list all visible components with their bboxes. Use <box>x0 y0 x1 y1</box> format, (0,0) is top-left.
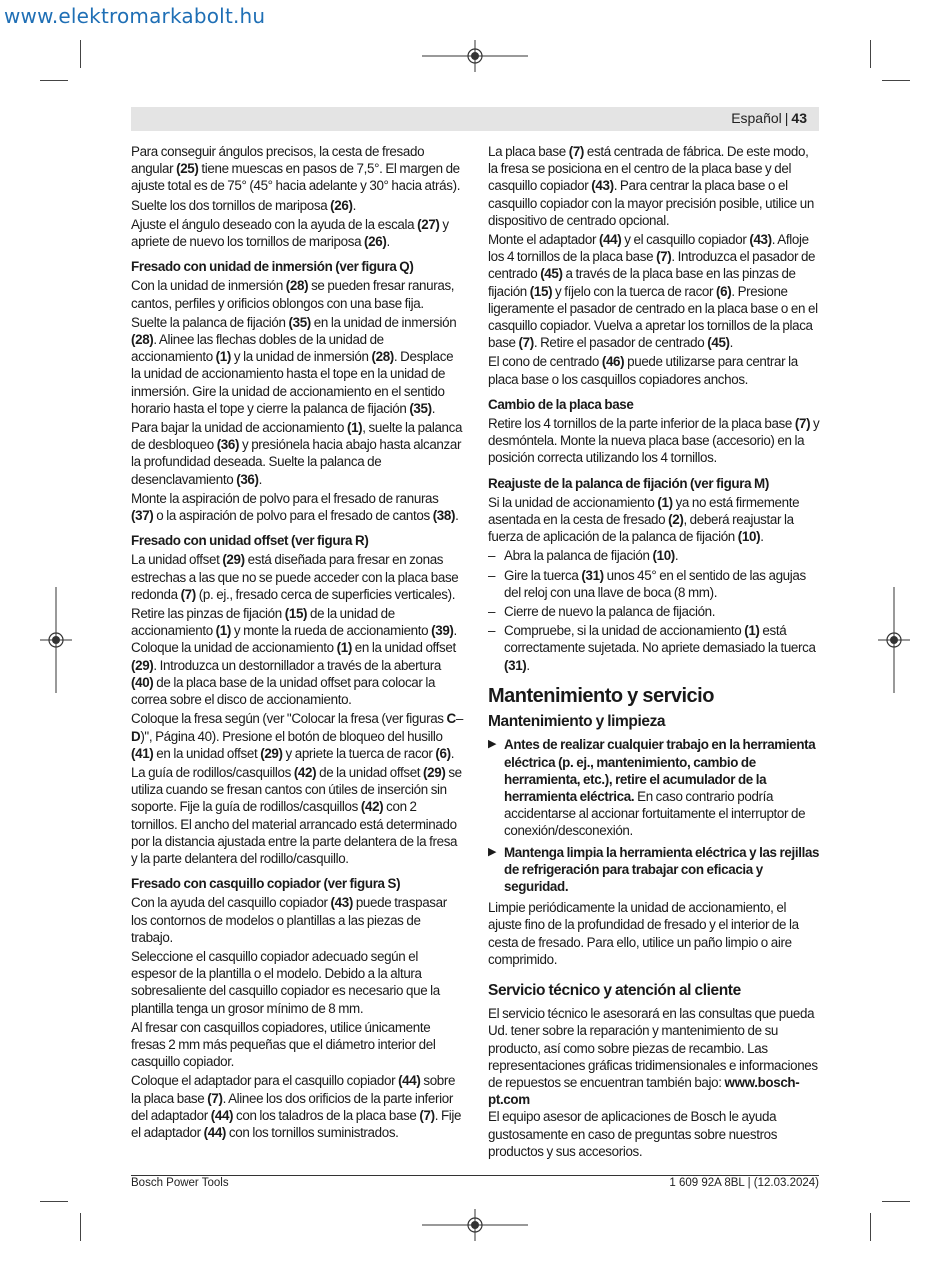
warning-text: Antes de realizar cualquier trabajo en la herramienta eléctrica (p. ej., mantenimiento, cambio de herramienta, etc.), retire el acumulador de la herramienta eléctrica. En caso contrario podría accidentarse al accionar fortuitamente el interruptor de conexión/desconexión. <box>504 737 816 839</box>
bold-ref: (25) <box>176 161 199 177</box>
crop-mark-br-v <box>870 1213 871 1241</box>
crop-mark-tl-h <box>40 80 68 81</box>
section-heading-copiador: Fresado con casquillo copiador (ver figura S) <box>131 876 401 892</box>
list-item <box>488 622 820 674</box>
page-number: 43 <box>791 110 807 126</box>
list-item <box>488 567 820 601</box>
bold-ref: (1) <box>215 349 231 365</box>
paragraph: El equipo asesor de aplicaciones de Bosch le ayuda gustosamente en caso de preguntas sobre nuestros productos y sus accesorios. <box>488 1109 778 1159</box>
paragraph: El cono de centrado (46) puede utilizarse para centrar la placa base o los casquillos copiadores anchos. <box>488 354 798 387</box>
paragraph: Monte el adaptador (44) y el casquillo copiador (43). Afloje los 4 tornillos de la placa base (7). Introduzca el pasador de centrado (45) a través de la placa base en las pinzas de fijación (15) y fíjelo con la tuerca de racor (6). Presione ligeramente el pasador de centrado en la placa base o en el casquillo copiador. Vuelva a apretar los tornillos de la placa base (7). Retire el pasador de centrado (45). <box>488 232 818 351</box>
bold-ref: (43) <box>749 232 772 248</box>
bold-ref: (37) <box>131 508 154 524</box>
bold-ref: D <box>131 728 141 744</box>
bold-ref: (1) <box>657 494 673 510</box>
paragraph: El servicio técnico le asesorará en las consultas que pueda Ud. tener sobre la reparación y mantenimiento de su producto, así como sobre piezas de recambio. Las representaciones gráficas tridimensionales e informaciones de repuestos se encuentran también bajo: www.bosch-pt.com <box>488 1006 818 1108</box>
header-text <box>731 110 807 126</box>
list-item-text: Cierre de nuevo la palanca de fijación. <box>504 604 716 620</box>
paragraph: Suelte los dos tornillos de mariposa (26). <box>131 197 356 213</box>
registration-mark-bottom <box>422 1209 528 1241</box>
bold-ref: (29) <box>260 745 283 761</box>
bold-ref: (39) <box>431 623 454 639</box>
dash-bullet: – <box>488 623 496 639</box>
bold-ref: (6) <box>716 283 732 299</box>
crop-mark-tr-v <box>870 40 871 68</box>
paragraph: Retire las pinzas de fijación (15) de la unidad de accionamiento (1) y monte la rueda de accionamiento (39). Coloque la unidad de accionamiento (1) en la unidad offset (29). Introduzca un destornillador a través de la abertura (40) de la placa base de la unidad offset para colocar la correa sobre el disco de accionamiento. <box>131 606 457 708</box>
bold-ref: (10) <box>652 548 675 564</box>
bold-ref: (45) <box>540 266 563 282</box>
bold-ref: (7) <box>180 586 196 602</box>
dash-bullet: – <box>488 548 496 564</box>
paragraph: Al fresar con casquillos copiadores, utilice únicamente fresas 2 mm más pequeñas que el diámetro interior del casquillo copiador. <box>131 1019 436 1070</box>
bold-ref: (7) <box>656 249 672 265</box>
list-item-text: Abra la palanca de fijación (10). <box>504 548 679 564</box>
bold-ref: (45) <box>707 335 730 351</box>
warning-triangle-icon: ▶ <box>488 738 497 751</box>
bold-ref: (15) <box>284 606 308 622</box>
bold-ref: (28) <box>285 278 309 294</box>
bold-ref: (1) <box>744 623 760 639</box>
section-heading-offset: Fresado con unidad offset (ver figura R) <box>131 533 369 549</box>
paragraph: Retire los 4 tornillos de la parte inferior de la placa base (7) y desmóntela. Monte la nueva placa base (accesorio) en la posición correcta utilizando los 4 tornillos. <box>488 416 820 466</box>
bold-ref: (40) <box>131 674 154 690</box>
registration-mark-right <box>878 587 910 693</box>
bold-ref: (35) <box>409 400 432 416</box>
paragraph: Seleccione el casquillo copiador adecuado según el espesor de la plantilla o el modelo. Debido a la altura sobresaliente del casquillo copiador es necesario que la plantilla tenga un grosor mínimo de 8 mm. <box>131 948 440 1016</box>
bold-ref: (31) <box>581 567 604 583</box>
footer-rule <box>131 1175 819 1176</box>
bold-ref: (46) <box>601 354 625 370</box>
warning-item <box>488 844 820 896</box>
bold-ref: www.bosch-pt.com <box>488 1074 800 1108</box>
section-heading-inmersion: Fresado con unidad de inmersión (ver figura Q) <box>131 259 414 275</box>
paragraph: Coloque la fresa según (ver "Colocar la fresa (ver figuras C–D)", Página 40). Presione el botón de bloqueo del husillo (41) en la unidad offset (29) y apriete la tuerca de racor (6). <box>131 711 463 761</box>
registration-mark-top <box>422 40 528 72</box>
crop-mark-bl-v <box>80 1213 81 1241</box>
section-heading-cambio: Cambio de la placa base <box>488 396 634 412</box>
paragraph: La guía de rodillos/casquillos (42) de la unidad offset (29) se utiliza cuando se fresan cantos con útiles de inserción sin soporte. Fije la guía de rodillos/casquillos (42) con 2 tornillos. El ancho del material arrancado está determinado por la distancia ajustada entre la parte delantera de la fresa y la parte delantera del rodillo/casquillo. <box>131 764 462 866</box>
list-item <box>488 547 820 564</box>
bold-ref: Mantenga limpia la herramienta eléctrica y las rejillas de refrigeración para trabajar con eficacia y seguridad. <box>504 844 820 894</box>
paragraph: Con la ayuda del casquillo copiador (43) puede traspasar los contornos de modelos o plantillas a las piezas de trabajo. <box>131 895 447 945</box>
bold-ref: (29) <box>131 657 154 673</box>
bold-ref: (44) <box>203 1124 227 1140</box>
bold-ref: (7) <box>568 144 585 159</box>
bold-ref: Antes de realizar cualquier trabajo en la herramienta eléctrica (p. ej., mantenimiento, cambio de herramienta, etc.), retire el acumulador de la herramienta eléctrica. <box>504 737 816 804</box>
paragraph: Monte la aspiración de polvo para el fresado de ranuras (37) o la aspiración de polvo para el fresado de cantos (38). <box>131 490 459 524</box>
bold-ref: (1) <box>336 640 352 656</box>
header-language: Español <box>731 110 782 126</box>
right-column <box>488 143 820 1162</box>
paragraph: Si la unidad de accionamiento (1) ya no está firmemente asentada en la cesta de fresado (2), deberá reajustar la fuerza de aplicación de la palanca de fijación (10). <box>488 494 800 545</box>
bold-ref: C <box>446 711 456 727</box>
paragraph: Para conseguir ángulos precisos, la cesta de fresado angular (25) tiene muescas en pasos de 7,5°. El margen de ajuste total es de 75° (45° hacia adelante y 30° hacia atrás). <box>131 144 461 194</box>
paragraph: La unidad offset (29) está diseñada para fresar en zonas estrechas a las que no se puede acceder con la placa base redonda (7) (p. ej., fresado cerca de superficies verticales). <box>131 552 459 602</box>
chapter-heading-mantenimiento: Mantenimiento y servicio <box>488 684 714 707</box>
section-heading-reajuste: Reajuste de la palanca de fijación (ver figura M) <box>488 475 769 491</box>
bold-ref: (44) <box>398 1073 421 1089</box>
bold-ref: (1) <box>215 623 231 639</box>
dash-bullet: – <box>488 567 496 583</box>
bold-ref: (36) <box>216 437 240 453</box>
footer-doc-id: 1 609 92A 8BL | (12.03.2024) <box>669 1177 819 1189</box>
bold-ref: (28) <box>131 332 154 348</box>
bold-ref: (2) <box>668 512 684 528</box>
paragraph: Para bajar la unidad de accionamiento (1), suelte la palanca de desbloqueo (36) y presiónela hacia abajo hasta alcanzar la profundidad deseada. Suelte la palanca de desenclavamiento (36). <box>131 420 463 487</box>
paragraph: Ajuste el ángulo deseado con la ayuda de la escala (27) y apriete de nuevo los tornillos de mariposa (26). <box>131 216 449 250</box>
paragraph: Coloque el adaptador para el casquillo copiador (44) sobre la placa base (7). Alinee los dos orificios de la parte inferior del adaptador (44) con los taladros de la placa base (7). Fije el adaptador (44) con los tornillos suministrados. <box>131 1073 462 1140</box>
dash-bullet: – <box>488 604 496 620</box>
bold-ref: (26) <box>330 197 353 213</box>
bold-ref: (35) <box>288 314 311 330</box>
bold-ref: (6) <box>435 745 451 761</box>
paragraph: Suelte la palanca de fijación (35) en la unidad de inmersión (28). Alinee las flechas dobles de la unidad de accionamiento (1) y la unidad de inmersión (28). Desplace la unidad de accionamiento hasta el tope en la unidad de inmersión. Gire la unidad de accionamiento en el sentido horario hasta el tope y cierre la palanca de fijación (35). <box>131 314 457 416</box>
bold-ref: (15) <box>529 283 553 299</box>
bold-ref: (42) <box>360 799 384 815</box>
list-item-text: Gire la tuerca (31) unos 45° en el sentido de las agujas del reloj con una llave de boca (8 mm). <box>504 567 806 600</box>
paragraph: Con la unidad de inmersión (28) se pueden fresar ranuras, cantos, perfiles y orificios oblongos con una base fija. <box>131 278 455 311</box>
bold-ref: (31) <box>504 657 527 673</box>
left-column <box>131 143 463 1143</box>
registration-mark-left <box>40 587 72 693</box>
footer-brand: Bosch Power Tools <box>131 1177 229 1189</box>
watermark-url: www.elektromarkabolt.hu <box>4 4 266 28</box>
bold-ref: (10) <box>737 529 761 545</box>
bold-ref: (42) <box>293 764 317 780</box>
bold-ref: (41) <box>131 745 154 761</box>
bold-ref: (44) <box>210 1107 234 1123</box>
crop-mark-br-h <box>882 1201 910 1202</box>
bold-ref: (1) <box>346 420 363 436</box>
bold-ref: (7) <box>518 335 534 351</box>
crop-mark-tr-h <box>882 80 910 81</box>
page-header <box>131 107 819 131</box>
bold-ref: (7) <box>794 416 811 432</box>
bold-ref: (7) <box>419 1107 435 1123</box>
bold-ref: (26) <box>364 234 387 250</box>
bold-ref: (7) <box>207 1090 223 1106</box>
list-item <box>488 603 820 620</box>
crop-mark-tl-v <box>80 40 81 68</box>
bold-ref: (29) <box>423 764 446 780</box>
bold-ref: (28) <box>371 349 394 365</box>
bold-ref: (38) <box>432 508 456 524</box>
bold-ref: (29) <box>222 552 245 568</box>
subheading-servicio: Servicio técnico y atención al cliente <box>488 981 741 999</box>
bold-ref: (36) <box>236 471 259 487</box>
list-item-text: Compruebe, si la unidad de accionamiento (1) está correctamente sujetada. No apriete demasiado la tuerca (31). <box>504 623 816 673</box>
header-separator: | <box>784 110 789 126</box>
warning-item <box>488 736 820 839</box>
bold-ref: (44) <box>598 232 622 248</box>
warning-text <box>504 845 819 894</box>
subheading-limpieza: Mantenimiento y limpieza <box>488 713 666 731</box>
warning-triangle-icon: ▶ <box>488 845 497 858</box>
bold-ref: (43) <box>330 895 353 911</box>
paragraph: La placa base (7) está centrada de fábrica. De este modo, la fresa se posiciona en el centro de la placa base y del casquillo copiador (43). Para centrar la placa base o el casquillo copiador con la mayor precisión posible, utilice un dispositivo de centrado opcional. <box>488 144 814 228</box>
bold-ref: (27) <box>417 216 440 232</box>
paragraph: Limpie periódicamente la unidad de accionamiento, el ajuste fino de la profundidad de fresado y el interior de la cesta de fresado. Para ello, utilice un paño limpio o aire comprimido. <box>488 900 799 967</box>
bold-ref: (43) <box>591 178 614 194</box>
crop-mark-bl-h <box>40 1201 68 1202</box>
